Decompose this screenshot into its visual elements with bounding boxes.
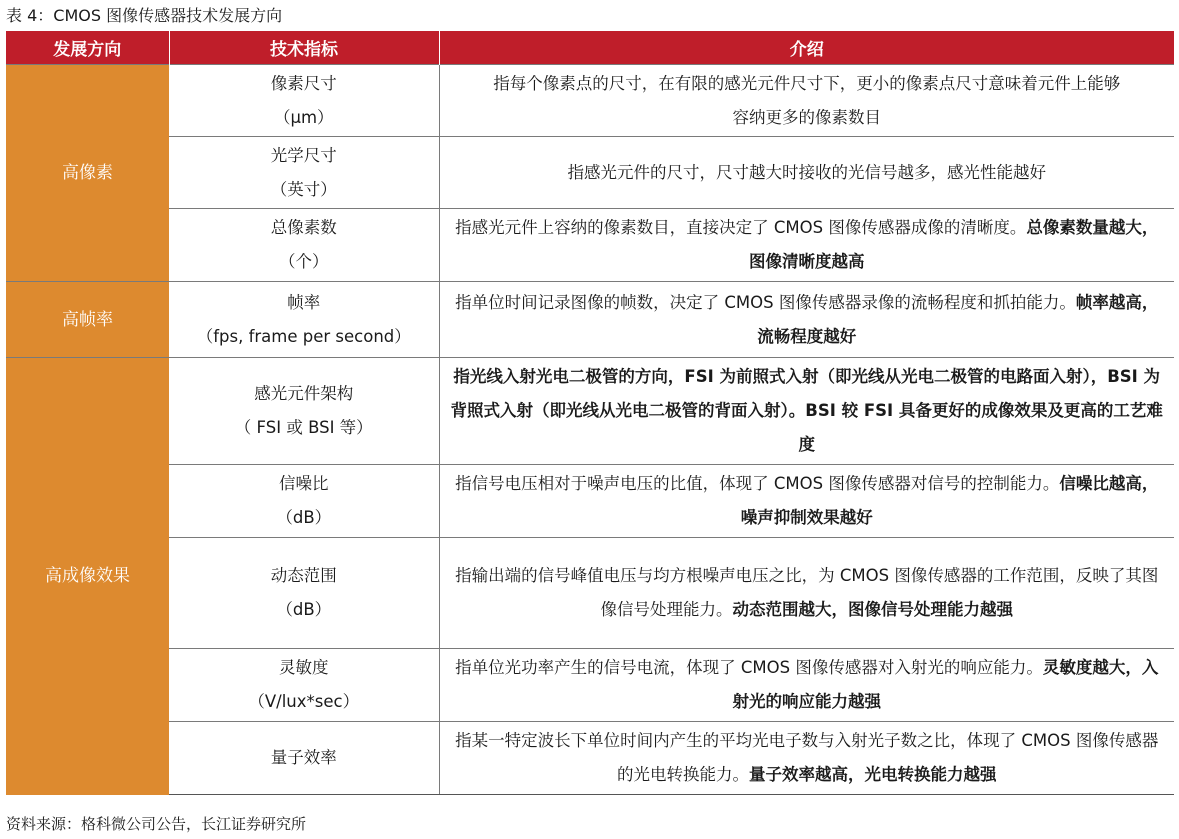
indicator-cell — [169, 722, 439, 795]
category-high-pixel: 高像素 — [6, 65, 169, 282]
indicator-name: 信噪比 — [279, 474, 329, 493]
description-cell — [439, 209, 1174, 282]
indicator-unit: （V/lux*sec） — [248, 692, 360, 711]
indicator-unit: （μm） — [273, 107, 334, 127]
header-direction: 发展方向 — [6, 31, 169, 65]
source-note: 资料来源：格科微公司公告，长江证券研究所 — [6, 815, 307, 833]
table-row — [6, 65, 1174, 137]
description-text: 指每个像素点的尺寸，在有限的感光元件尺寸下，更小的像素点尺寸意味着元件上能够 — [493, 73, 1121, 93]
table-row — [6, 209, 1174, 282]
category-high-imaging: 高成像效果 — [6, 358, 169, 795]
description-highlight: 信噪比越高，噪声抑制效果越好 — [740, 474, 1159, 527]
description-highlight: 指光线入射光电二极管的方向，FSI 为前照式入射（即光线从光电二极管的电路面入射），BSI 为背照式入射（即光线从光电二极管的背面入射）。BSI 较 FSI 具备更好的成像效果及更高的工艺难度 — [450, 367, 1163, 454]
description-cell — [439, 358, 1174, 465]
indicator-name: 光学尺寸 — [270, 145, 337, 165]
indicator-name: 灵敏度 — [279, 658, 329, 677]
indicator-unit: （ FSI 或 BSI 等） — [234, 418, 373, 437]
description-highlight: 帧率越高，流畅程度越好 — [757, 292, 1159, 346]
indicator-name: 像素尺寸 — [270, 73, 337, 93]
description-cell — [439, 65, 1174, 137]
description-highlight: 量子效率越高，光电转换能力越强 — [749, 765, 997, 784]
indicator-cell — [169, 65, 439, 137]
indicator-unit: （个） — [279, 252, 329, 271]
indicator-unit: （dB） — [276, 508, 332, 527]
description-highlight: 灵敏度越大，入射光的响应能力越强 — [732, 658, 1159, 711]
header-indicator: 技术指标 — [169, 31, 439, 65]
indicator-name: 动态范围 — [270, 566, 337, 585]
table-row — [6, 358, 1174, 465]
description-highlight: 总像素数量越大，图像清晰度越高 — [749, 218, 1159, 271]
description-cell — [439, 722, 1174, 795]
header-intro: 介绍 — [439, 31, 1174, 65]
table-row — [6, 282, 1174, 358]
table-caption: 表 4：CMOS 图像传感器技术发展方向 — [6, 6, 283, 25]
table-row — [6, 722, 1174, 795]
description-cell — [439, 465, 1174, 538]
indicator-cell — [169, 538, 439, 649]
table-row — [6, 137, 1174, 209]
description-text: 指单位时间记录图像的帧数，决定了 CMOS 图像传感器录像的流畅程度和抓拍能力。 — [455, 292, 1076, 312]
description-text: 指某一特定波长下单位时间内产生的平均光电子数与入射光子数之比，体现了 CMOS 图像传感器的光电转换能力。 — [455, 731, 1159, 784]
description-text: 指信号电压相对于噪声电压的比值，体现了 CMOS 图像传感器对信号的控制能力。 — [455, 474, 1060, 493]
indicator-cell — [169, 358, 439, 465]
description-cell — [439, 282, 1174, 358]
description-highlight: 动态范围越大，图像信号处理能力越强 — [732, 600, 1013, 619]
description-text: 容纳更多的像素数目 — [732, 107, 881, 127]
indicator-name: 量子效率 — [270, 748, 337, 767]
table-row — [6, 649, 1174, 722]
description-cell — [439, 538, 1174, 649]
table-row — [6, 538, 1174, 649]
indicator-name: 总像素数 — [270, 218, 337, 237]
indicator-cell — [169, 209, 439, 282]
indicator-cell — [169, 465, 439, 538]
indicator-cell — [169, 649, 439, 722]
indicator-unit: （fps, frame per second） — [196, 326, 411, 346]
description-text: 指输出端的信号峰值电压与均方根噪声电压之比，为 CMOS 图像传感器的工作范围，反映了其图像信号处理能力。 — [455, 566, 1159, 619]
cmos-direction-table — [6, 31, 1174, 795]
indicator-name: 帧率 — [287, 292, 321, 312]
category-high-frame-rate: 高帧率 — [6, 282, 169, 358]
description-cell — [439, 649, 1174, 722]
indicator-unit: （dB） — [276, 600, 332, 619]
indicator-cell — [169, 137, 439, 209]
table-row — [6, 465, 1174, 538]
table-header-row — [6, 31, 1174, 65]
indicator-cell — [169, 282, 439, 358]
indicator-name: 感光元件架构 — [254, 384, 354, 403]
description-cell — [439, 137, 1174, 209]
description-text: 指感光元件的尺寸，尺寸越大时接收的光信号越多，感光性能越好 — [567, 162, 1046, 182]
indicator-unit: （英寸） — [270, 179, 337, 199]
description-text: 指感光元件上容纳的像素数目，直接决定了 CMOS 图像传感器成像的清晰度。 — [455, 218, 1027, 237]
description-text: 指单位光功率产生的信号电流，体现了 CMOS 图像传感器对入射光的响应能力。 — [455, 658, 1043, 677]
